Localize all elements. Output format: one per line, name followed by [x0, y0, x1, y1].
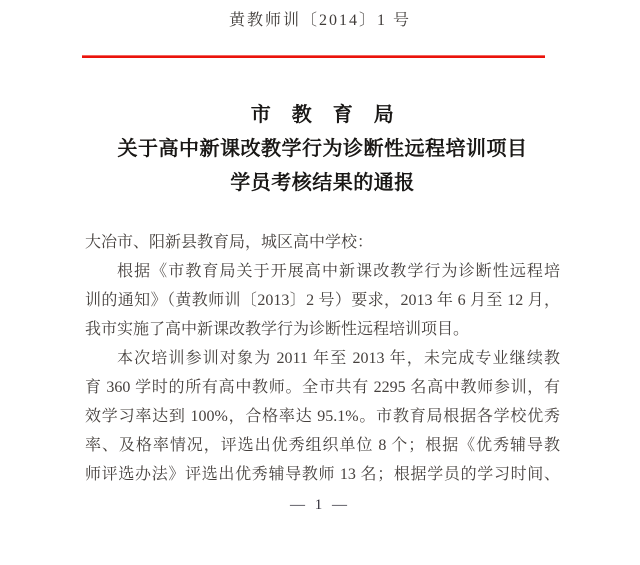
- document-body: [85, 228, 560, 489]
- body-line: 率、及格率情况，评选出优秀组织单位 8 个；根据《优秀辅导教: [85, 437, 560, 454]
- body-line: 我市实施了高中新课改教学行为诊断性远程培训项目。: [85, 321, 470, 338]
- title-issuing-authority: 市 教 育 局: [250, 104, 395, 126]
- body-line: 育 360 学时的所有高中教师。全市共有 2295 名高中教师参训，有: [85, 379, 560, 396]
- body-line: 本次培训参训对象为 2011 年至 2013 年，未完成专业继续教: [117, 350, 560, 367]
- document-reference-number: 黄教师训〔2014〕1 号: [228, 12, 411, 29]
- body-line: 师评选办法》评选出优秀辅导教师 13 名；根据学员的学习时间、: [85, 466, 560, 483]
- title-subject-line-1: 关于高中新课改教学行为诊断性远程培训项目: [117, 138, 528, 160]
- salutation-line: 大冶市、阳新县教育局，城区高中学校：: [85, 234, 374, 251]
- body-line: 效学习率达到 100%，合格率达 95.1%。市教育局根据各学校优秀: [85, 408, 560, 425]
- page-number: — 1 —: [290, 497, 350, 513]
- body-line: 训的通知》（黄教师训〔2013〕2 号）要求，2013 年 6 月至 12 月，: [85, 292, 560, 309]
- document-title: [85, 98, 560, 200]
- title-subject-line-2: 学员考核结果的通报: [230, 172, 415, 194]
- red-separator-line: [82, 55, 545, 58]
- body-line: 根据《市教育局关于开展高中新课改教学行为诊断性远程培: [117, 263, 560, 280]
